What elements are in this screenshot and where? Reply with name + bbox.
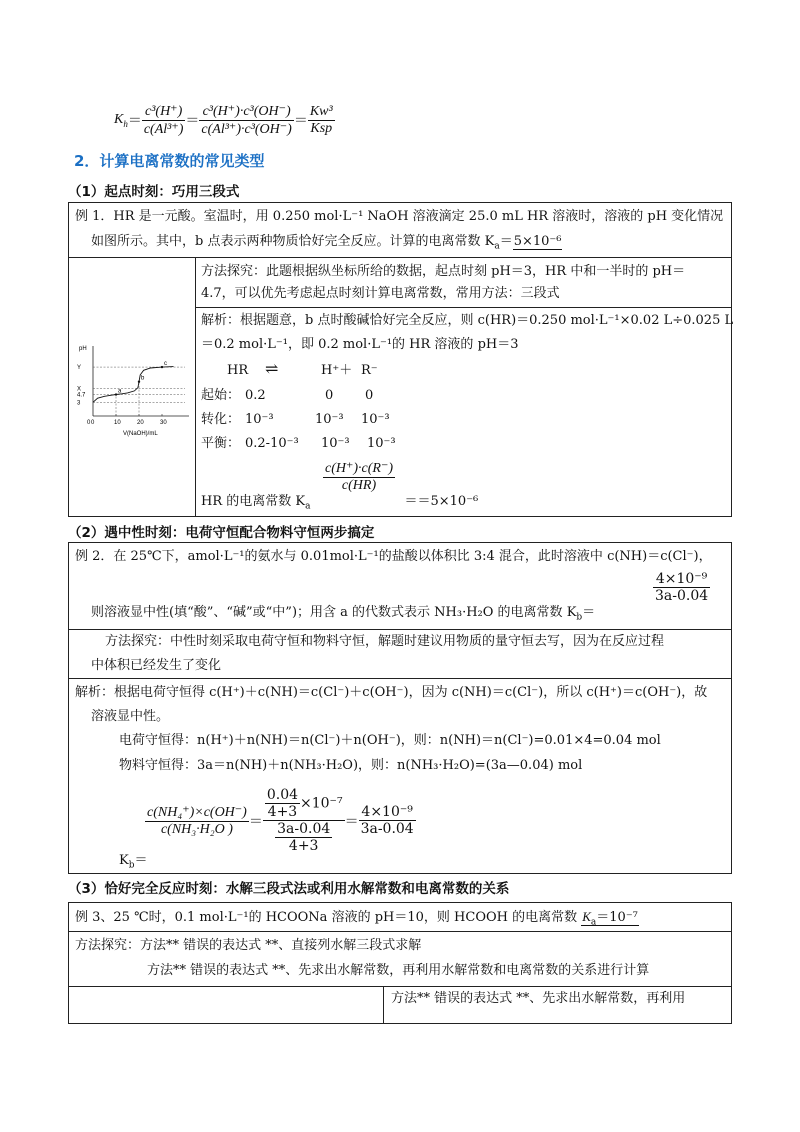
row-eq-v0: 0.2-10⁻³: [245, 436, 299, 451]
ka-fraction: $\frac{c(H^+)\cdot c(R^-)}{c(HR)}$: [325, 461, 394, 493]
ex3-last-cell: 方法** 错误的表达式 **、先求出水解常数，再利用: [391, 991, 686, 1006]
kb-frac-b: $\frac{0.04}{4+3}$ ×10⁻⁷ $\frac{3a-0.04}{4+3}$: [263, 787, 345, 854]
point-label: b: [141, 375, 145, 382]
sub2-title: （2）遇中性时刻：电荷守恒配合物料守恒两步搞定: [68, 525, 375, 541]
row-change-v0: 10⁻³: [245, 412, 274, 427]
eq-arrow: ⇌: [265, 359, 279, 378]
data-point: [115, 393, 117, 395]
x-tick-label: 10: [114, 420, 121, 426]
row-start-v0: 0.2: [245, 388, 266, 403]
ex2-analysis-line1: 解析：根据电荷守恒得 c(H⁺)＋c(NH)＝c(Cl⁻)＋c(OH⁻)，因为 c(NH)＝c(Cl⁻)，所以 c(H⁺)＝c(OH⁻)，故: [75, 685, 708, 700]
ex2-material-line: 物料守恒得：3a＝n(NH)＋n(NH₃·H₂O)，则：n(NH₃·H₂O)=(3a—0.04) mol: [119, 758, 583, 773]
x-tick-label: 0: [91, 420, 95, 426]
ex2-kb-fraction: $\frac{\text{4×10⁻⁹}}{3a-0.04}$: [655, 571, 709, 604]
row-start-v2: 0: [365, 388, 374, 403]
y-tick-label: 4.7: [77, 392, 86, 399]
x-tick-label: 30: [160, 420, 167, 426]
y-axis-label: pH: [79, 346, 87, 352]
ph-titration-chart: [75, 338, 193, 438]
ex2-method-line1: 方法探究：中性时刻采取电荷守恒和物料守恒，解题时建议用物质的量守恒去写，因为在反应过程: [105, 634, 665, 649]
kh-lhs: $K_h$: [114, 111, 128, 129]
ex1-question-line2: 如图所示。其中，b 点表示两种物质恰好完全反应。计算的电离常数 $K_a=5\times 10^{-6}$: [91, 234, 562, 252]
ex3-method-line2: 方法** 错误的表达式 **、先求出水解常数，再利用水解常数和电离常数的关系进行计算: [147, 963, 650, 978]
kh-fraction-3: $\frac{\text{Kw³}}{\text{Ksp}}$: [309, 103, 333, 136]
ex2-charge-line: 电荷守恒得：n(H⁺)＋n(NH)＝n(Cl⁻)＋n(OH⁻)，则：n(NH)＝n(Cl⁻)=0.01×4=0.04 mol: [119, 733, 661, 748]
row-start-label: 起始：: [201, 388, 241, 403]
kh-fraction-1: $\frac{\text{c³(H⁺)}}{\text{c(Al³⁺)}}$: [143, 103, 184, 137]
y-tick-label: 3: [77, 400, 81, 407]
kh-formula: $K_h$ ＝ $\frac{\text{c³(H⁺)}}{\text{c(Al³⁺)}}$ ＝ $\frac{\text{c³(H⁺)·c³(OH⁻)}}{\text{c(Al³⁺)·c³(OH⁻)}}$ ＝ $\frac{\text{Kw³}}{\text{Ksp}}$: [114, 103, 333, 137]
sub1-title: （1）起点时刻：巧用三段式: [68, 184, 240, 200]
row-eq-v2: 10⁻³: [367, 436, 396, 451]
ex1-question-box: [68, 202, 732, 258]
ex2-question-line2: 则溶液显中性(填“酸”、“碱”或“中”)；用含 a 的代数式表示 NH₃·H₂O 的电离常数 $K_b=$: [91, 605, 596, 623]
ex1-analysis-line1: 解析：根据题意，b 点时酸碱恰好完全反应，则 c(HR)＝0.250 mol·L⁻¹×0.02 L÷0.025 L: [201, 313, 734, 328]
ph-curve: [93, 367, 174, 403]
ex3-last-row: [68, 986, 732, 1024]
ex2-method-box: [68, 629, 732, 679]
ex2-method-line2: 中体积已经发生了变化: [91, 658, 222, 673]
kb-frac-c: $\frac{\text{4×10⁻⁹}}{3a-0.04}$: [360, 804, 414, 837]
ex1-method-line2: 4.7，可以优先考虑起点时刻计算电离常数，常用方法：三段式: [201, 286, 560, 301]
eq-h: H⁺＋: [321, 363, 353, 378]
ex3-method-line1: 方法探究：方法** 错误的表达式 **、直接列水解三段式求解: [75, 938, 422, 953]
data-point: [161, 366, 163, 368]
ex2-analysis-box: [68, 678, 732, 874]
ex1-method-line1: 方法探究：此题根据纵坐标所给的数据，起点时刻 pH＝3，HR 中和一半时的 pH＝: [201, 264, 686, 279]
section-title: 2．计算电离常数的常见类型: [74, 152, 265, 170]
row-change-v2: 10⁻³: [361, 412, 390, 427]
ex2-analysis-line2: 溶液显中性。: [91, 709, 170, 724]
x-tick-label: 20: [137, 420, 144, 426]
eq-r: R⁻: [361, 363, 378, 378]
row-change-v1: 10⁻³: [315, 412, 344, 427]
row-change-label: 转化：: [201, 412, 241, 427]
ex1-analysis-line2: ＝0.2 mol·L⁻¹，即 0.2 mol·L⁻¹的 HR 溶液的 pH＝3: [201, 337, 519, 352]
row-eq-v1: 10⁻³: [321, 436, 350, 451]
ex3-method-box: [68, 931, 732, 987]
x-axis-label: V(NaOH)/mL: [123, 431, 158, 437]
ex3-question-box: [68, 902, 732, 932]
point-label: a: [118, 388, 122, 395]
sub3-title: （3）恰好完全反应时刻：水解三段式法或利用水解常数和电离常数的关系: [68, 881, 510, 897]
row-start-v1: 0: [325, 388, 334, 403]
point-label: c: [164, 361, 167, 368]
eq-hr: HR: [227, 363, 249, 378]
origin-label: 0: [87, 420, 91, 426]
ka-result-line: HR 的电离常数 $K_a ==5\times 10^{-6}$: [201, 494, 479, 512]
row-eq-label: 平衡：: [201, 436, 241, 451]
ex2-question-line1: 例 2．在 25℃下，amol·L⁻¹的氨水与 0.01mol·L⁻¹的盐酸以体积比 3:4 混合，此时溶液中 c(NH)＝c(Cl⁻)，: [75, 549, 712, 564]
data-point: [138, 381, 140, 383]
y-tick-label: Y: [77, 365, 82, 372]
kb-frac-a: $\frac{\text{c(NH₄⁺)×c(OH⁻)}}{\text{c(NH₃·H₂O )}}$: [147, 804, 247, 837]
ex2-question-box: [68, 542, 732, 630]
kh-fraction-2: $\frac{\text{c³(H⁺)·c³(OH⁻)}}{\text{c(Al³⁺)·c³(OH⁻)}}$: [201, 103, 292, 137]
ex1-question-line1: 例 1．HR 是一元酸。室温时，用 0.250 mol·L⁻¹ NaOH 溶液滴定 25.0 mL HR 溶液时，溶液的 pH 变化情况: [75, 209, 724, 224]
ex3-answer: $K_a=10^{-7}$: [582, 909, 638, 928]
ex1-answer: 5×10⁻⁶: [513, 234, 562, 249]
ex1-body-box: [68, 257, 732, 517]
ex3-question: 例 3、25 ℃时，0.1 mol·L⁻¹的 HCOONa 溶液的 pH＝10，则 HCOOH 的电离常数 $K_a=10^{-7}$: [75, 909, 638, 928]
ex2-kb-expression: $\frac{\text{c(NH₄⁺)×c(OH⁻)}}{\text{c(NH₃·H₂O )}}$ ＝ $\frac{0.04}{4+3}$ ×10⁻⁷ $\frac{3a-0.04}{4+3}$ ＝ $\frac{\text{4×10⁻⁹}}{3a-0.04}$: [147, 787, 414, 854]
ex2-kb-label: $K_b=$: [119, 853, 148, 871]
y-tick-label: X: [77, 386, 82, 393]
